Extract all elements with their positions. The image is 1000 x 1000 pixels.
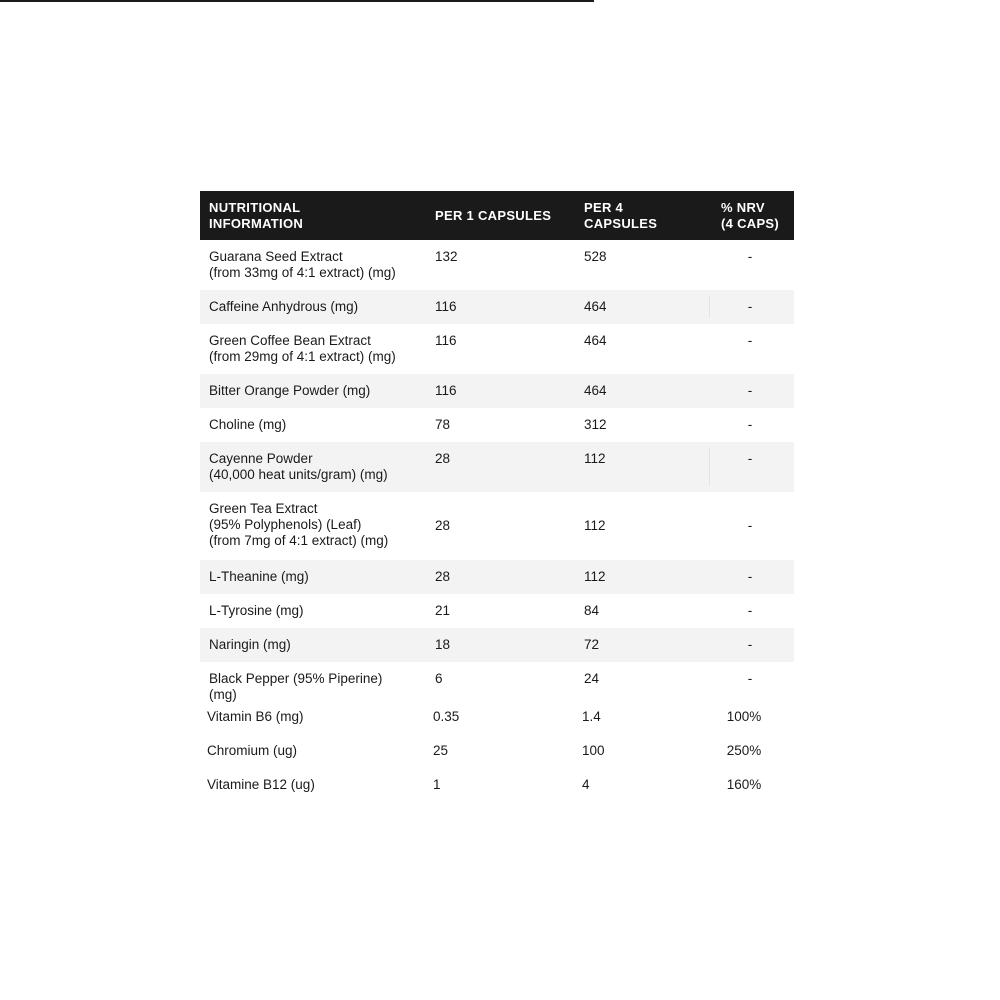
row-nrv: 100%: [726, 709, 762, 724]
row-name: Bitter Orange Powder (mg): [209, 383, 371, 398]
row-nrv: 160%: [726, 777, 762, 792]
row-per4: 72: [584, 637, 600, 652]
row-per4: 112: [584, 569, 606, 584]
table-header: [200, 191, 794, 240]
row-name: Naringin (mg): [209, 637, 291, 652]
table-row: [200, 662, 794, 707]
table-row: [200, 290, 794, 324]
table-row: [200, 741, 794, 775]
table-row: [200, 628, 794, 662]
row-name: Vitamin B6 (mg): [207, 709, 304, 724]
row-nrv: -: [747, 451, 753, 466]
row-name: Cayenne Powder (40,000 heat units/gram) (mg): [209, 451, 388, 482]
top-rule: [0, 0, 594, 2]
row-nrv: -: [747, 603, 753, 618]
row-name: Green Tea Extract (95% Polyphenols) (Leaf) (from 7mg of 4:1 extract) (mg): [209, 501, 389, 548]
row-per4: 528: [584, 249, 607, 264]
row-per1: 116: [435, 299, 457, 314]
row-per1: 116: [435, 383, 457, 398]
row-per4: 100: [582, 743, 605, 758]
row-per4: 464: [584, 383, 607, 398]
row-nrv: -: [747, 299, 753, 314]
table-row: [200, 324, 794, 374]
header-per-4-capsules: PER 4 CAPSULES: [584, 200, 658, 231]
row-nrv: -: [747, 569, 753, 584]
row-name: Choline (mg): [209, 417, 287, 432]
row-nrv: 250%: [726, 743, 762, 758]
row-nrv: -: [747, 637, 753, 652]
table-row: [200, 442, 794, 492]
row-per1: 25: [433, 743, 449, 758]
row-nrv: -: [747, 249, 753, 264]
row-per4: 1.4: [582, 709, 601, 724]
row-nrv: -: [747, 518, 753, 533]
row-per4: 24: [584, 671, 600, 686]
row-per1: 28: [435, 451, 451, 466]
row-per4: 112: [584, 518, 606, 533]
row-name: L-Theanine (mg): [209, 569, 309, 584]
row-per4: 112: [584, 451, 606, 466]
row-name: Black Pepper (95% Piperine) (mg): [209, 671, 383, 702]
row-per1: 132: [435, 249, 458, 264]
row-name: Caffeine Anhydrous (mg): [209, 299, 359, 314]
row-nrv: -: [747, 417, 753, 432]
row-nrv: -: [747, 333, 753, 348]
row-per1: 1: [433, 777, 441, 792]
row-nrv: -: [747, 671, 753, 686]
row-name: Vitamine B12 (ug): [207, 777, 315, 792]
row-nrv: -: [747, 383, 753, 398]
table-row: [200, 374, 794, 408]
row-per1: 21: [435, 603, 451, 618]
table-row: [200, 707, 794, 741]
row-per1: 0.35: [433, 709, 460, 724]
table-row: [200, 775, 794, 809]
row-name: Green Coffee Bean Extract (from 29mg of 4:1 extract) (mg): [209, 333, 396, 364]
table-row: [200, 240, 794, 290]
row-per4: 84: [584, 603, 600, 618]
header-nrv: % NRV (4 CAPS): [721, 200, 780, 231]
table-row: [200, 408, 794, 442]
table-row: [200, 594, 794, 628]
nutrition-table: [200, 191, 794, 809]
row-name: L-Tyrosine (mg): [209, 603, 304, 618]
table-row: [200, 492, 794, 560]
row-per1: 18: [435, 637, 451, 652]
row-per1: 28: [435, 518, 451, 533]
row-per4: 464: [584, 299, 607, 314]
header-per-1-capsules: PER 1 CAPSULES: [435, 208, 552, 223]
row-per1: 6: [435, 671, 443, 686]
row-per1: 28: [435, 569, 451, 584]
row-name: Chromium (ug): [207, 743, 298, 758]
row-name: Guarana Seed Extract (from 33mg of 4:1 extract) (mg): [209, 249, 396, 280]
row-per1: 78: [435, 417, 451, 432]
row-per1: 116: [435, 333, 457, 348]
row-per4: 4: [582, 777, 590, 792]
table-row: [200, 560, 794, 594]
header-nutritional-information: NUTRITIONAL INFORMATION: [209, 200, 304, 231]
row-per4: 464: [584, 333, 607, 348]
row-per4: 312: [584, 417, 607, 432]
